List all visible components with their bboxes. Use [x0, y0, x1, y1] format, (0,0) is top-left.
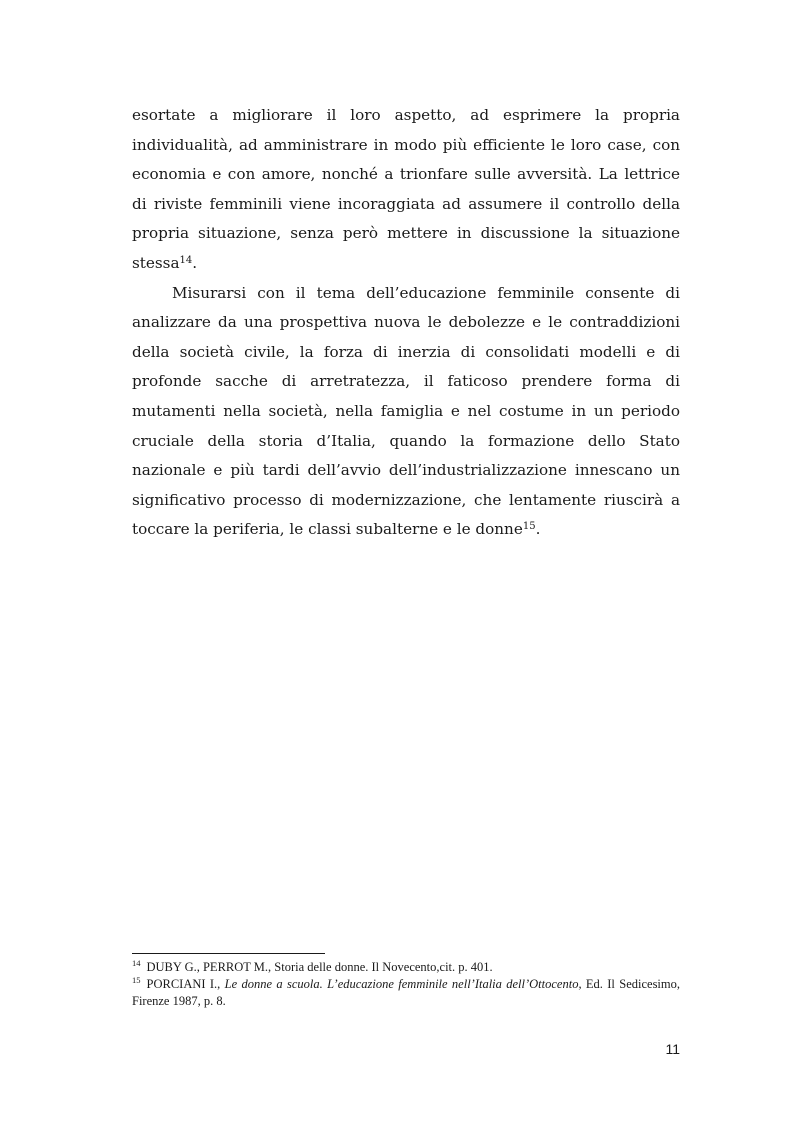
footnote-reference-15[interactable]: 15: [522, 521, 536, 533]
paragraph-text: Misurarsi con il tema dell’educazione femminile consente di analizzare da una prospettiva nuova le debolezze e le contraddizioni della società civile, la forza di inerzia di consolidati modelli e di profonde sacche di arretratezza, il faticoso prendere forma di mutamenti nella società, nella famiglia e nel costume in un periodo cruciale della storia d’Italia, quando la formazione dello Stato nazionale e più tardi dell’avvio dell’industrializzazione innescano un significativo processo di modernizzazione, che lentamente riuscirà a toccare la periferia, le classi subalterne e le donne: [132, 283, 680, 539]
paragraph-education: [132, 279, 680, 545]
footnote-number: 15: [132, 975, 141, 985]
footnotes: [132, 959, 680, 1010]
footnote-author: PORCIANI I.,: [146, 977, 221, 991]
page-number: 11: [665, 1041, 680, 1057]
paragraph-text: esortate a migliorare il loro aspetto, ad esprimere la propria individualità, ad amministrare in modo più efficiente le loro case, con economia e con amore, nonché a trionfare sulle avversità. La lettrice di riviste femminili viene incoraggiata ad assumere il controllo della propria situazione, senza però mettere in discussione la situazione stessa: [132, 106, 680, 272]
paragraph-end-punctuation: .: [192, 253, 198, 272]
footnote-publication: Ed. Il Sedicesimo, Firenze 1987, p. 8.: [132, 977, 681, 1008]
footnote-14: [132, 959, 680, 976]
paragraph-end-punctuation: .: [535, 520, 541, 539]
footnote-15: [132, 976, 680, 1010]
body-text: [132, 101, 680, 545]
footnote-separator: [132, 953, 325, 954]
footnote-text: DUBY G., PERROT M., Storia delle donne. Il Novecento,cit. p. 401.: [146, 960, 493, 974]
footnote-number: 14: [132, 958, 141, 968]
footnote-reference-14[interactable]: 14: [179, 254, 193, 266]
paragraph-continuation: [132, 101, 680, 279]
footnote-title: Le donne a scuola. L’educazione femminile nell’Italia dell’Ottocento,: [224, 977, 582, 991]
